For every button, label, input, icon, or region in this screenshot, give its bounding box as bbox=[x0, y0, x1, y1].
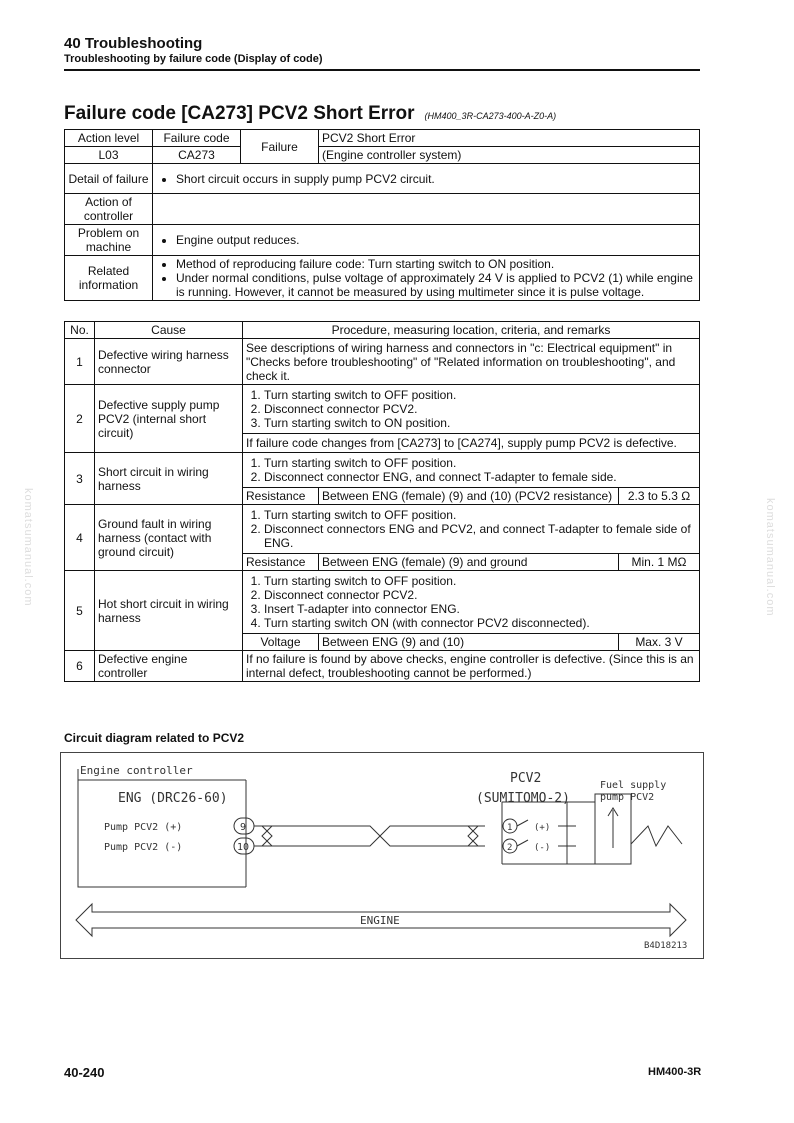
table-row bbox=[65, 651, 700, 682]
col-proc-header: Procedure, measuring location, criteria, and remarks bbox=[243, 322, 700, 339]
action-level-value: L03 bbox=[65, 147, 153, 164]
procedure-cell bbox=[243, 453, 700, 505]
procedure-step: 1. Turn starting switch to OFF position. bbox=[264, 388, 696, 402]
failure-system: (Engine controller system) bbox=[319, 147, 700, 164]
fuel-label-1: Fuel supply bbox=[600, 780, 667, 791]
ecu-label: Engine controller bbox=[80, 764, 193, 777]
related-item: • Under normal conditions, pulse voltage of approximately 24 V is applied to PCV2 (1) while engine is running. However, it cannot be measured by using multimeter since it is pulse voltage. bbox=[176, 271, 696, 299]
cause-text: Ground fault in wiring harness (contact with ground circuit) bbox=[95, 505, 243, 571]
table-row bbox=[65, 385, 700, 453]
cause-no: 3 bbox=[65, 453, 95, 505]
cause-no: 4 bbox=[65, 505, 95, 571]
ecu-pin-9-label: 9 bbox=[240, 822, 247, 833]
pcv-pin-1-label: 1 bbox=[507, 823, 513, 833]
procedure-cell bbox=[243, 385, 700, 453]
action-controller-value bbox=[153, 194, 700, 225]
action-level-label: Action level bbox=[65, 130, 153, 147]
wire-9 bbox=[254, 826, 485, 846]
cause-text: Hot short circuit in wiring harness bbox=[95, 571, 243, 651]
table-row bbox=[65, 453, 700, 505]
pcv-pin-2-label: 2 bbox=[507, 843, 513, 853]
related-item: • Method of reproducing failure code: Turn starting switch to ON position. bbox=[176, 257, 696, 271]
pcv-minus-label: (-) bbox=[534, 843, 551, 853]
procedure-cell bbox=[243, 571, 700, 651]
procedure-note: If failure code changes from [CA273] to [CA274], supply pump PCV2 is defective. bbox=[243, 433, 699, 452]
procedure-step: 2. Disconnect connectors ENG and PCV2, and connect T-adapter to female side of ENG. bbox=[264, 522, 696, 550]
figure-code: B4D18213 bbox=[644, 941, 688, 951]
pin-neg-label: Pump PCV2 (-) bbox=[104, 842, 183, 853]
procedure-step: 2. Disconnect connector PCV2. bbox=[264, 588, 696, 602]
procedure-text: See descriptions of wiring harness and connectors in "c: Electrical equipment" in "Checks before troubleshooting" of "Related information on troubleshooting", and check it. bbox=[243, 339, 700, 385]
procedure-step: 1. Turn starting switch to OFF position. bbox=[264, 508, 696, 522]
cause-text: Defective wiring harness connector bbox=[95, 339, 243, 385]
measure-type: Resistance bbox=[243, 488, 319, 504]
measure-type: Resistance bbox=[243, 554, 319, 570]
procedure-steps bbox=[246, 508, 696, 550]
procedure-text: If no failure is found by above checks, engine controller is defective. (Since this is an internal defect, troubleshooting cannot be performed.) bbox=[243, 651, 700, 682]
fuel-label-2: pump PCV2 bbox=[600, 792, 655, 803]
procedure-step: 1. Turn starting switch to OFF position. bbox=[264, 574, 696, 588]
causes-table bbox=[64, 321, 700, 682]
engine-label: ENGINE bbox=[360, 914, 400, 927]
procedure-cell bbox=[243, 505, 700, 571]
table-row bbox=[65, 505, 700, 571]
procedure-step: 3. Insert T-adapter into connector ENG. bbox=[264, 602, 696, 616]
measure-location: Between ENG (female) (9) and ground bbox=[319, 554, 619, 570]
measure-criteria: 2.3 to 5.3 Ω bbox=[627, 489, 691, 503]
cause-no: 1 bbox=[65, 339, 95, 385]
failure-code-heading bbox=[64, 103, 556, 125]
measurement-row bbox=[243, 553, 699, 570]
ecu-pin-10-label: 10 bbox=[237, 842, 250, 853]
procedure-steps bbox=[246, 456, 696, 484]
table-row bbox=[65, 571, 700, 651]
related-cell bbox=[153, 256, 700, 301]
ecu-connector-label: ENG (DRC26-60) bbox=[118, 791, 228, 806]
action-controller-label: Action of controller bbox=[65, 194, 153, 225]
measure-criteria: Min. 1 MΩ bbox=[631, 555, 687, 569]
cause-no: 5 bbox=[65, 571, 95, 651]
section-subtitle: Troubleshooting by failure code (Display of code) bbox=[64, 53, 323, 65]
spring-symbol bbox=[631, 826, 682, 846]
cause-text: Defective supply pump PCV2 (internal short circuit) bbox=[95, 385, 243, 453]
table-row bbox=[65, 339, 700, 385]
failure-name: PCV2 Short Error bbox=[319, 130, 700, 147]
problem-text: • Engine output reduces. bbox=[176, 233, 696, 247]
problem-cell bbox=[153, 225, 700, 256]
circuit-diagram-title: Circuit diagram related to PCV2 bbox=[64, 731, 245, 745]
detail-cell bbox=[153, 164, 700, 194]
model-code: HM400-3R bbox=[648, 1066, 702, 1078]
procedure-step: 2. Disconnect connector PCV2. bbox=[264, 402, 696, 416]
failure-code-title: Failure code [CA273] PCV2 Short Error bbox=[64, 103, 415, 124]
pcv-plus-label: (+) bbox=[534, 823, 551, 833]
failure-code-ref: (HM400_3R-CA273-400-A-Z0-A) bbox=[424, 111, 557, 121]
measurement-row bbox=[243, 487, 699, 504]
failure-code-label: Failure code bbox=[153, 130, 241, 147]
measurement-row bbox=[243, 633, 699, 650]
detail-text: • Short circuit occurs in supply pump PCV2 circuit. bbox=[176, 172, 696, 186]
procedure-step: 3. Turn starting switch to ON position. bbox=[264, 416, 696, 430]
procedure-step: 1. Turn starting switch to OFF position. bbox=[264, 456, 696, 470]
page-number: 40-240 bbox=[64, 1065, 105, 1080]
measure-location: Between ENG (female) (9) and (10) (PCV2 resistance) bbox=[319, 488, 619, 504]
failure-code-value: CA273 bbox=[153, 147, 241, 164]
watermark-left: komatsumanual.com bbox=[22, 488, 34, 607]
col-cause-header: Cause bbox=[95, 322, 243, 339]
measure-location: Between ENG (9) and (10) bbox=[319, 634, 619, 650]
procedure-steps bbox=[246, 574, 696, 630]
failure-info-table bbox=[64, 129, 700, 301]
col-no-header: No. bbox=[65, 322, 95, 339]
procedure-step: 4. Turn starting switch ON (with connector PCV2 disconnected). bbox=[264, 616, 696, 630]
wire-10 bbox=[254, 826, 485, 846]
cause-text: Short circuit in wiring harness bbox=[95, 453, 243, 505]
measure-criteria: Max. 3 V bbox=[635, 635, 683, 649]
cause-text: Defective engine controller bbox=[95, 651, 243, 682]
watermark-right: komatsumanual.com bbox=[764, 498, 776, 617]
circuit-diagram bbox=[60, 752, 702, 957]
chapter-title: 40 Troubleshooting bbox=[64, 35, 203, 52]
cause-no: 2 bbox=[65, 385, 95, 453]
pcv-connector-label: (SUMITOMO-2) bbox=[476, 791, 570, 806]
failure-label: Failure bbox=[241, 130, 319, 164]
measure-type: Voltage bbox=[243, 634, 319, 650]
pin-pos-label: Pump PCV2 (+) bbox=[104, 822, 183, 833]
detail-label: Detail of failure bbox=[65, 164, 153, 194]
procedure-steps bbox=[246, 388, 696, 430]
pcv-label: PCV2 bbox=[510, 771, 542, 786]
procedure-step: 2. Disconnect connector ENG, and connect T-adapter to female side. bbox=[264, 470, 696, 484]
header-rule bbox=[64, 69, 700, 71]
problem-label: Problem on machine bbox=[65, 225, 153, 256]
cause-no: 6 bbox=[65, 651, 95, 682]
related-label: Related information bbox=[65, 256, 153, 301]
